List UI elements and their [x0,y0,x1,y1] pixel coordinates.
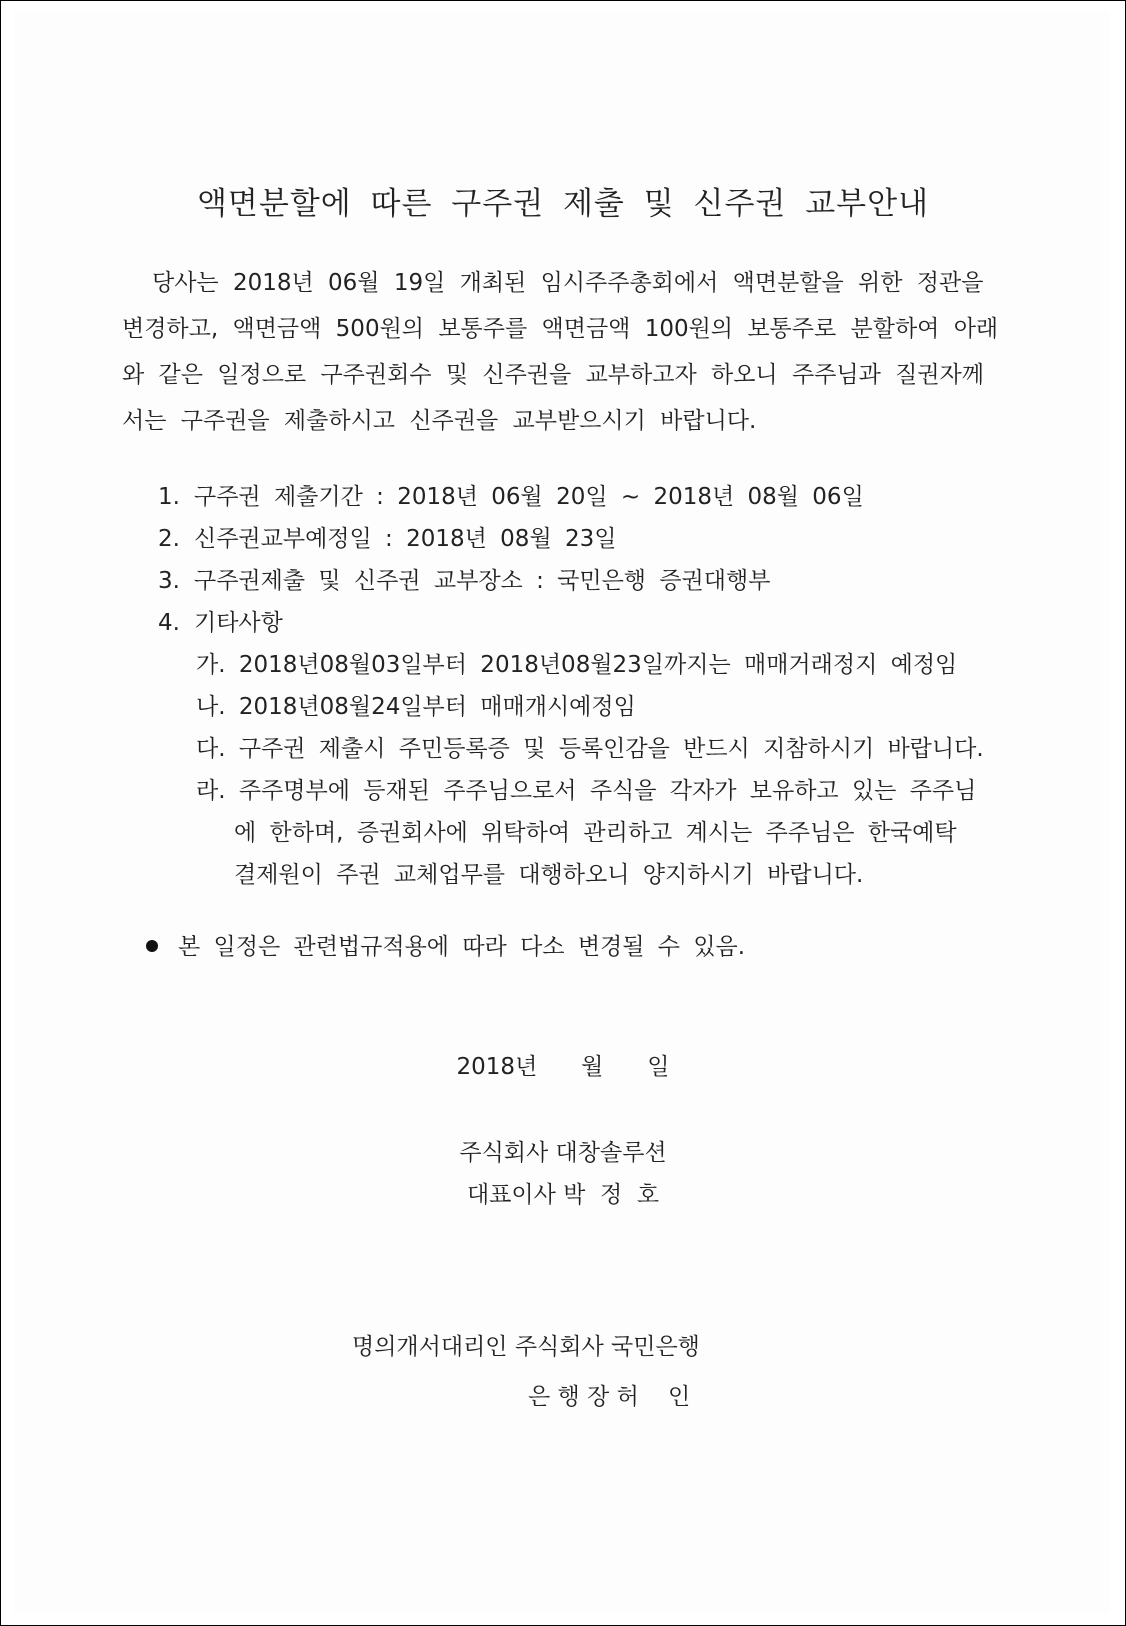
list-number: 4. [158,610,180,636]
transfer-agent: 명의개서대리인 주식회사 국민은행 [352,1334,700,1360]
bank-head: 은 행 장 허 인 [528,1384,691,1410]
sub-item-na: 나. 2018년08월24일부터 매매개시예정임 [196,694,636,720]
date-line: 2018년 월 일 [456,1054,670,1080]
list-item-2 [158,520,616,553]
list-text: 구주권제출 및 신주권 교부장소 : 국민은행 증권대행부 [194,568,771,594]
list-item-3 [158,562,770,595]
list-number: 1. [158,484,180,510]
company-name: 주식회사 대창솔루션 [459,1140,667,1166]
list-text: 구주권 제출기간 : 2018년 06월 20일 ~ 2018년 08월 06일 [194,484,864,510]
note-text: 본 일정은 관련법규적용에 따라 다소 변경될 수 있음. [178,934,746,960]
sub-item-ra: 라. 주주명부에 등재된 주주님으로서 주식을 각자가 보유하고 있는 주주님 [196,778,977,804]
list-number: 2. [158,526,180,552]
scanned-document [14,12,1110,1612]
sub-item-ra-continued: 결제원이 주권 교체업무를 대행하오니 양지하시기 바랍니다. [234,862,864,888]
intro-line: 변경하고, 액면금액 500원의 보통주를 액면금액 100원의 보통주로 분할하여 아래 [122,316,999,342]
list-text: 신주권교부예정일 : 2018년 08월 23일 [194,526,617,552]
sub-item-ra-continued: 에 한하며, 증권회사에 위탁하여 관리하고 계시는 주주님은 한국예탁 [234,820,957,846]
intro-line: 서는 구주권을 제출하시고 신주권을 교부받으시기 바랍니다. [122,408,757,434]
sub-item-da: 다. 구주권 제출시 주민등록증 및 등록인감을 반드시 지참하시기 바랍니다. [196,736,984,762]
intro-line: 당사는 2018년 06월 19일 개최된 임시주주총회에서 액면분할을 위한 정관을 [152,270,984,296]
intro-line: 와 같은 일정으로 구주권회수 및 신주권을 교부하고자 하오니 주주님과 질권자께 [122,362,984,388]
sub-item-ga: 가. 2018년08월03일부터 2018년08월23일까지는 매매거래정지 예정임 [196,652,958,678]
ceo-name: 대표이사 박 정 호 [466,1182,660,1208]
list-item-1 [158,478,864,511]
list-text: 기타사항 [194,610,283,636]
list-number: 3. [158,568,180,594]
list-item-4 [158,604,283,637]
intro-paragraph [122,260,1002,444]
schedule-note [146,928,745,961]
bullet-icon [146,940,158,952]
document-title: 액면분할에 따른 구주권 제출 및 신주권 교부안내 [196,186,930,222]
